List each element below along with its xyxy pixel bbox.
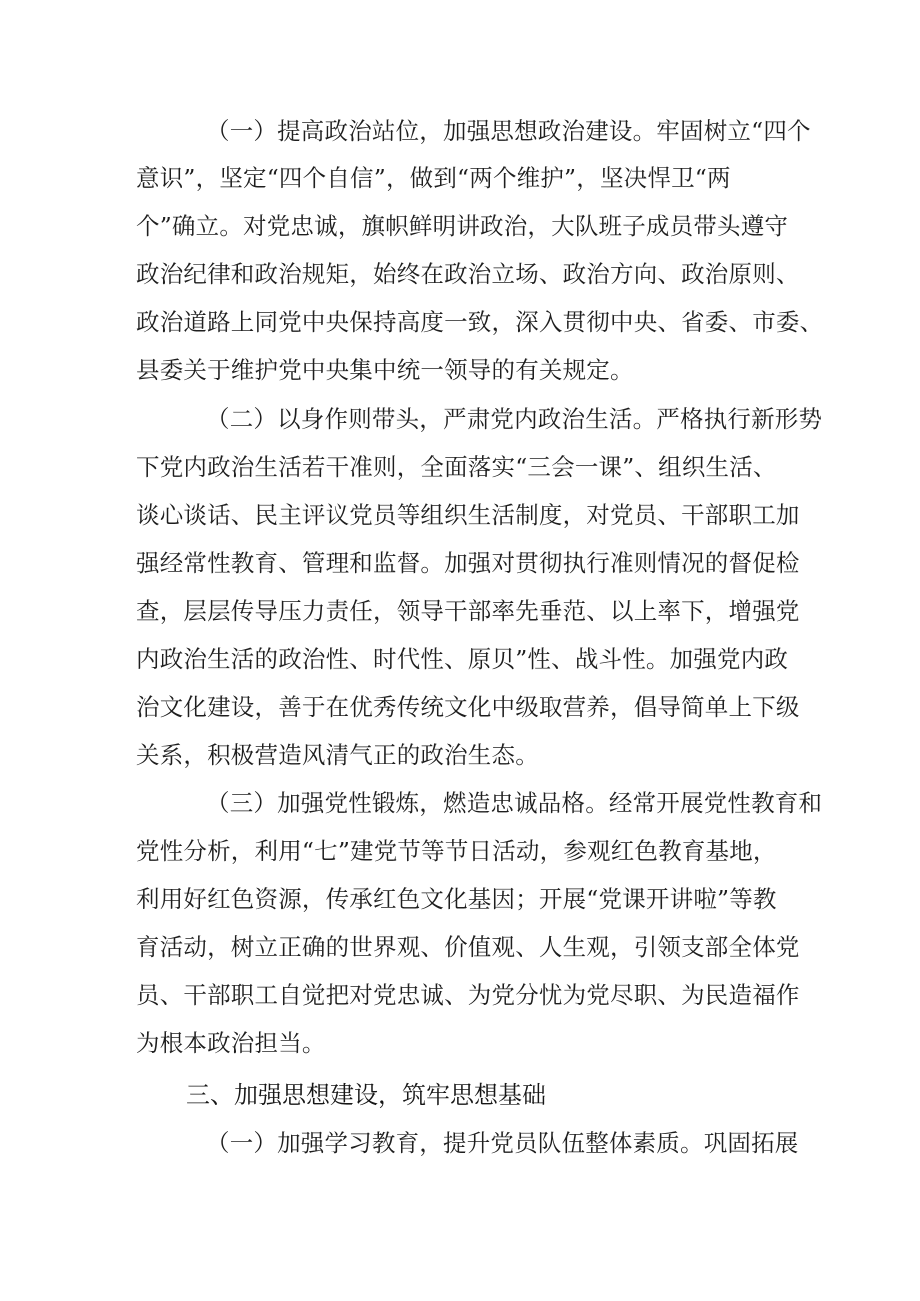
text-line: 党性分析，利用“七”建党节等节日活动，参观红色教育基地， (136, 837, 777, 865)
text-line: 谈心谈话、民主评议党员等组织生活制度，对党员、干部职工加 (136, 501, 800, 529)
text-line: 育活动，树立正确的世界观、价值观、人生观，引领支部全体党 (136, 933, 800, 961)
text-line: 治文化建设，善于在优秀传统文化中级取营养，倡导简单上下级 (136, 693, 800, 721)
text-line: （一）提高政治站位，加强思想政治建设。牢固树立“四个 (206, 117, 811, 145)
text-line: 为根本政治担当。 (136, 1029, 326, 1057)
text-line: 员、干部职工自觉把对党忠诚、为党分忧为党尽职、为民造福作 (136, 981, 800, 1009)
text-line: 政治纪律和政治规矩，始终在政治立场、政治方向、政治原则、 (136, 260, 800, 288)
section-heading: 三、加强思想建设，筑牢思想基础 (186, 1081, 546, 1109)
text-line: 查，层层传导压力责任，领导干部率先垂范、以上率下，增强党 (136, 597, 800, 625)
text-line: （二）以身作则带头，严肃党内政治生活。严格执行新形势 (206, 405, 823, 433)
text-line: 内政治生活的政治性、时代性、原贝”性、战斗性。加强党内政 (136, 645, 789, 673)
text-line: （三）加强党性锻炼，燃造忠诚品格。经常开展党性教育和 (206, 789, 823, 817)
text-line: 意识”，坚定“四个自信”，做到“两个维护”，坚决悍卫“两 (136, 164, 731, 192)
text-line: 利用好红色资源，传承红色文化基因；开展“党课开讲啦”等教 (136, 885, 777, 913)
text-line: 政治道路上同党中央保持高度一致，深入贯彻中央、省委、市委、 (136, 308, 824, 336)
text-line: 关系，积极营造风清气正的政治生态。 (136, 741, 539, 769)
text-line: 县委关于维护党中央集中统一领导的有关规定。 (136, 356, 634, 384)
text-line: 强经常性教育、管理和监督。加强对贯彻执行准则情况的督促检 (136, 549, 800, 577)
text-line: 个”确立。对党忠诚，旗帜鲜明讲政治，大队班子成员带头遵守 (136, 212, 789, 240)
text-line: （一）加强学习教育，提升党员队伍整体素质。巩固拓展 (206, 1129, 799, 1157)
text-line: 下党内政治生活若干准则，全面落实“三会一课”、组织生活、 (136, 453, 777, 481)
